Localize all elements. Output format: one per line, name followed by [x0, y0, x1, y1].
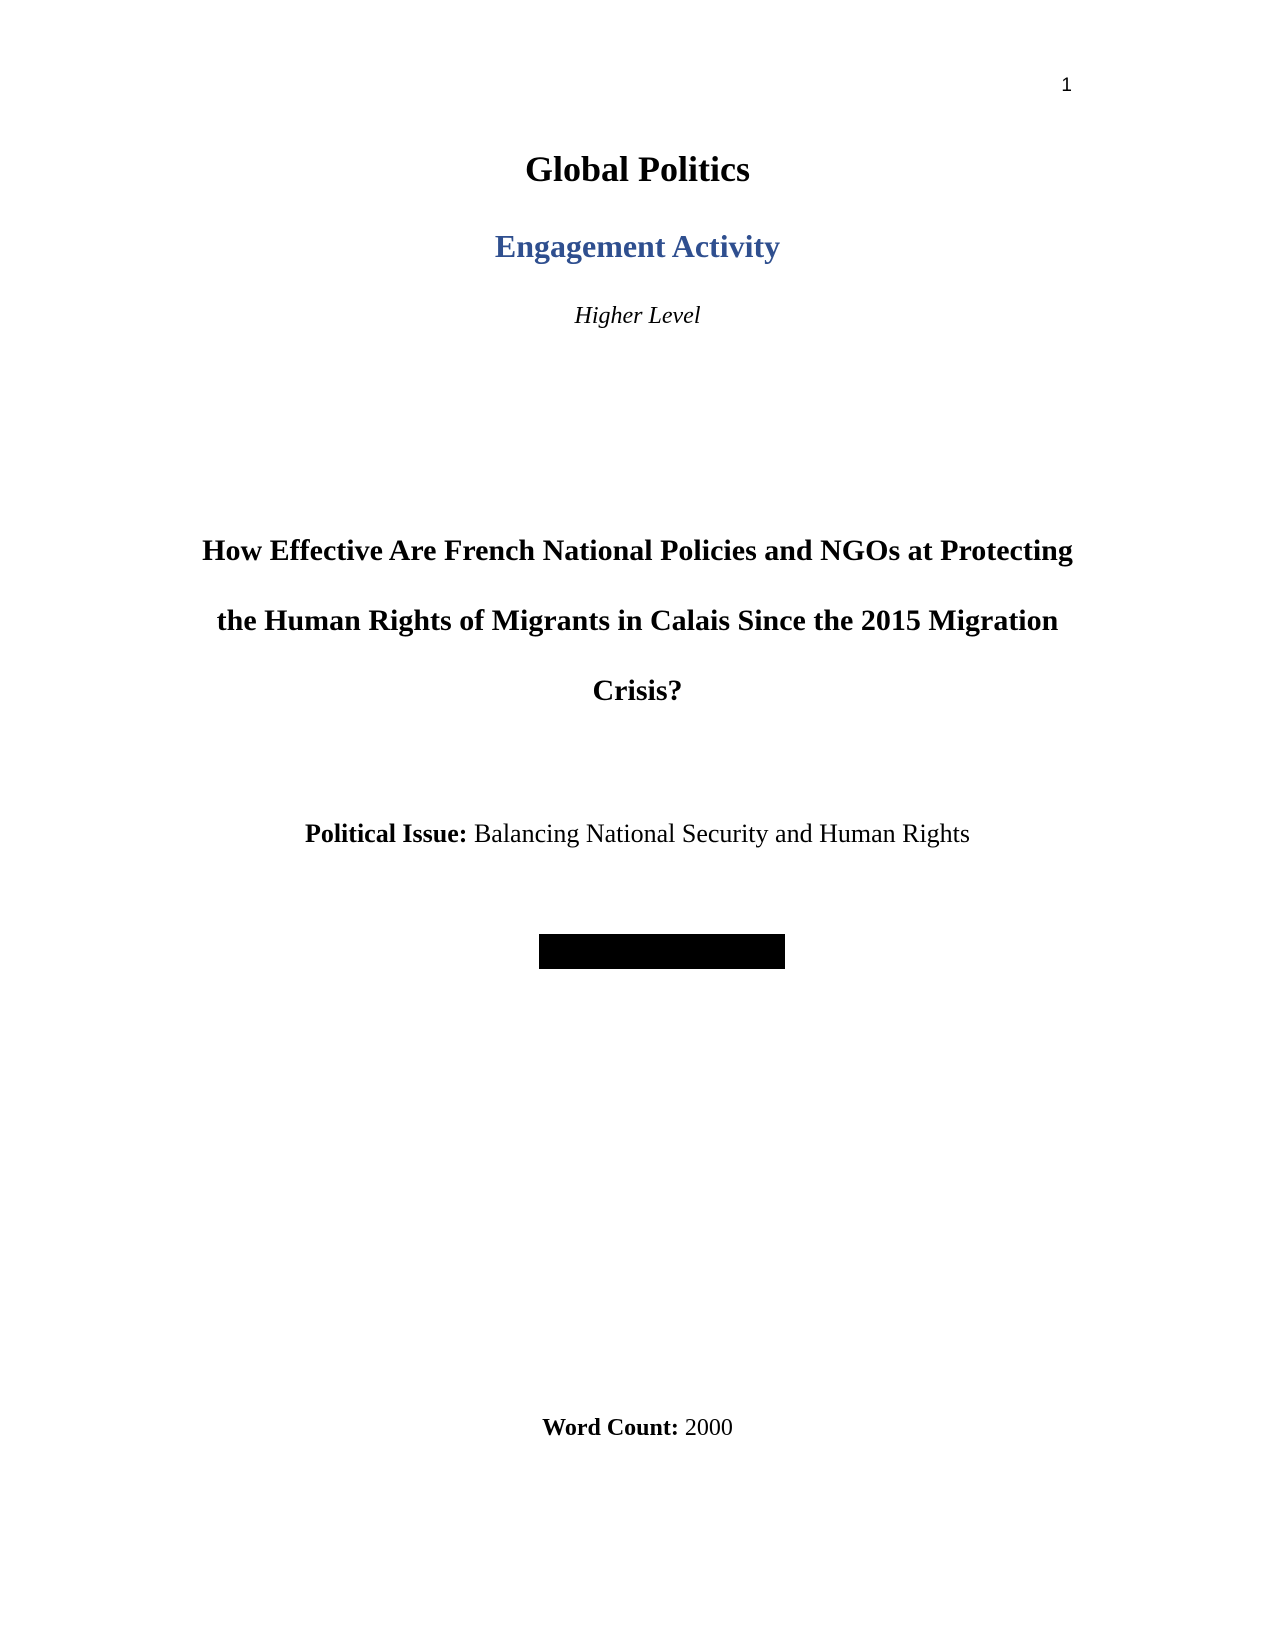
- word-count-label: Word Count:: [542, 1415, 679, 1441]
- word-count-line: [0, 1413, 1275, 1443]
- political-issue-line: [0, 818, 1275, 850]
- political-issue-label: Political Issue:: [304, 819, 468, 848]
- political-issue-value: Balancing National Security and Human Rights: [473, 819, 971, 848]
- level-label: Higher Level: [574, 303, 701, 329]
- word-count-value: 2000: [684, 1415, 733, 1441]
- research-question: How Effective Are French National Policies and NGOs at Protecting the Human Rights of Migrants in Calais Since the 2015 Migration Crisis?: [202, 534, 1073, 707]
- subject-title: Global Politics: [525, 149, 750, 189]
- redaction-bar: [539, 934, 785, 969]
- component-title: Engagement Activity: [494, 228, 781, 264]
- page-number: 1: [1061, 75, 1072, 96]
